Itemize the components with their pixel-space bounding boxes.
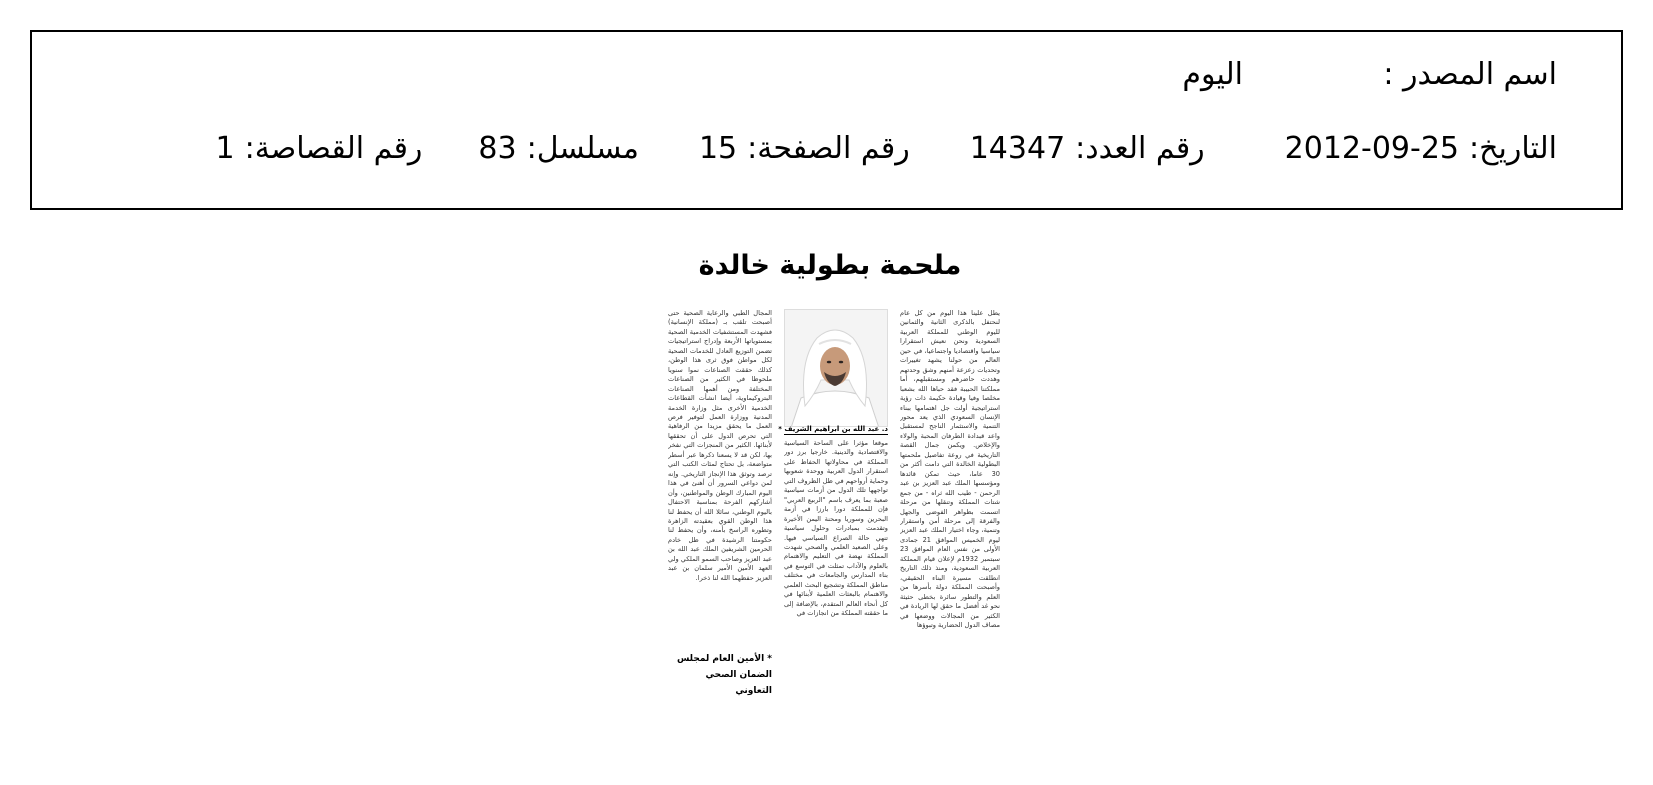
date-label: التاريخ:	[1469, 131, 1557, 166]
serial-label: مسلسل:	[526, 131, 639, 166]
author-photo	[784, 309, 888, 427]
article-column-right: يطل علينا هذا اليوم من كل عام لنحتفل بالذكرى الثانية والثمانين لليوم الوطني للمملكة العربية السعودية ونحن نعيش استقرارا سياسيا واقتصاديا واجتماعيا، في حين العالم من حولنا يشهد تغييرات وتحديات زعزعة أمنهم وشق وحدتهم وهددت حاضرهم ومستقبلهم، أما مملكتنا الحبيبة فقد حباها الله بشعبا مخلصا وفيا وقيادة حكيمة ذات رؤية استراتيجية أولت جل اهتمامها ببناء الإنسان السعودي الذي يعد محور التنمية والاستثمار الناجح لمستقبل واعد قبدادة الطرفان المحبة والولاء والإخلاص. ويكمن جمال القصة التاريخية في روعة تفاصيل ملحمتها البطولية الخالدة التي دامت أكثر من 30 عاما، حيث تمكن قائدها ومؤسسها الملك عبد العزيز بن عبد الرحمن - طيب الله ثراه - من جمع شتات المملكة وتنقلها من مرحلة اتسمت بظواهر الفوضى والجهل والفرقة إلى مرحلة أمن واستقرار وتنمية، وجاء اختيار الملك عبد العزيز ليوم الخميس الموافق 21 جمادى الأولى من نفس العام الموافق 23 سبتمبر 1932م لإعلان قيام المملكة العربية السعودية، ومنذ ذلك التاريخ انطلقت مسيرة البناء الحقيقي، وأصبحت المملكة دولة بأسرها من العلم والتطور سائرة بخطى حثيثة نحو غد أفضل ما حقق لها الريادة في الكثير من المجالات ووضعها في مصاف الدول الحضارية وتبوؤها	[900, 309, 1000, 629]
serial-value: 83	[478, 131, 517, 166]
article-headline: ملحمة بطولية خالدة	[698, 250, 962, 281]
signoff-line-2: الضمان الصحي التعاوني	[705, 670, 772, 696]
issue-field	[969, 131, 1205, 166]
page-value: 15	[698, 131, 738, 166]
date-value: 2012-09-25	[1284, 131, 1460, 166]
clipping-info-box	[30, 30, 1623, 210]
clip-number-value: 1	[215, 131, 235, 166]
issue-label: رقم العدد:	[1075, 131, 1205, 166]
article-column-left: المجال الطبي والرعاية الصحية حتى أصبحت تلقب بـ (مملكة الإنسانية) فشهدت المستشفيات الخدمية الصحية بمستوياتها الأربعة وإدراج استراتيجيات تضمن التوزيع العادل للخدمات الصحية لكل مواطن فوق ثرى هذا الوطن، كذلك حققت الصناعات نموا سنويا ملحوظا في الكثير من الصناعات المختلفة ومن أهمها الصناعات البتروكيماوية، أيضا انشأت القطاعات الخدمية الأخرى مثل وزارة الخدمة المدنية ووزارة العمل لتوفير فرص العمل ما يحقق مزيدا من الرفاهية التي تحرص الدول على أن تحققها لأبنائها. الكثير من المنجزات التي نفخر بها، لكن قد لا يسعنا ذكرها عبر أسطر متواضعة، بل تحتاج لمئات الكتب التي ترصد وتوثق هذا الإنجاز التاريخي. وإنه لمن دواعي السرور أن أهنئ في هذا اليوم المبارك الوطن والمواطنين، وأن أشاركهم الفرحة بمناسبة الاحتفال باليوم الوطني، سائلا الله أن يحفظ لنا هذا الوطن القوي بعقيدته الزاهرة وتطوره الراسخ بأمنه، وأن يحفظ لنا حكومتنا الرشيدة في ظل خادم الحرمين الشريفين الملك عبد الله بن عبد العزيز وصاحب السمو الملكي ولي العهد الأمين الأمير سلمان بن عبد العزيز حفظهما الله لنا ذخرا.	[668, 309, 772, 582]
article-column-middle: موقعا مؤثرا على الساحة السياسية والاقتصادية والدينية. خارجيا برز دور المملكة في محاولاتها الحفاظ على استقرار الدول العربية ووحدة شعوبها وحماية أرواحهم في ظل الظروف التي تواجهها تلك الدول من أزمات سياسية صعبة بما يعرف باسم "الربيع العربي" فإن للمملكة دورا بارزا في أزمة البحرين وسوريا ومحنة اليمن الأخيرة وتقدمت بمبادرات وحلول سياسية تنهي حالة الصراع السياسي فيها. وعلى الصعيد العلمي والصحي شهدت المملكة نهضة في التعليم والاهتمام بالعلوم والآداب تمثلت في التوسع في بناء المدارس والجامعات في مختلف مناطق المملكة وتشجيع البحث العلمي والاهتمام بالبعثات العلمية لأبنائها في كل أنحاء العالم المتقدم، بالإضافة إلى ما حققته المملكة من انجازات في	[784, 439, 888, 618]
author-signoff	[668, 651, 772, 699]
author-portrait-image	[784, 310, 887, 427]
source-value: اليوم	[1182, 57, 1243, 92]
issue-value: 14347	[969, 131, 1066, 166]
page-label: رقم الصفحة:	[747, 131, 910, 166]
photo-caption: د. عبد الله بن ابراهيم الشريف *	[778, 425, 888, 433]
source-label: اسم المصدر :	[1383, 57, 1557, 92]
newspaper-clipping	[640, 245, 1000, 740]
page-field	[698, 131, 910, 166]
serial-field	[478, 131, 639, 166]
metadata-row	[72, 131, 1557, 166]
clip-number-field	[215, 131, 423, 166]
date-field	[1284, 131, 1557, 166]
clip-number-label: رقم القصاصة:	[244, 131, 423, 166]
signoff-line-1: * الأمين العام لمجلس	[676, 654, 772, 664]
